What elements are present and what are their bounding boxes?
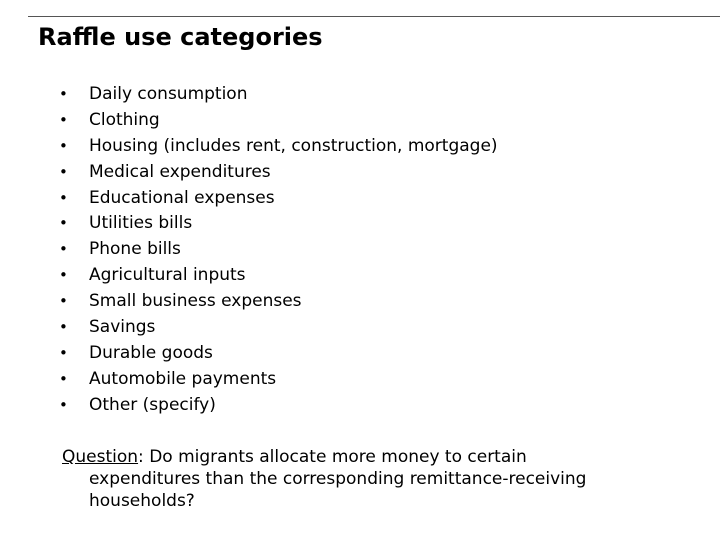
list-item — [56, 186, 498, 212]
bullet-icon: • — [59, 369, 68, 388]
bullet-icon: • — [59, 214, 68, 233]
list-item — [56, 341, 498, 367]
category-label: Savings — [89, 317, 156, 338]
category-label: Agricultural inputs — [89, 265, 246, 286]
list-item — [56, 263, 498, 289]
question-text-line1: Do migrants allocate more money to certain — [149, 447, 527, 467]
list-item — [56, 108, 498, 134]
question-text-line3: households? — [89, 491, 195, 511]
category-label: Phone bills — [89, 239, 181, 260]
category-label: Daily consumption — [89, 84, 248, 104]
research-question — [62, 446, 682, 512]
bullet-icon: • — [59, 318, 68, 337]
bullet-icon: • — [59, 162, 68, 181]
list-item — [56, 134, 498, 160]
question-text-line2: expenditures than the corresponding remittance-receiving — [89, 469, 587, 489]
list-item — [56, 237, 498, 263]
bullet-icon: • — [59, 266, 68, 285]
bullet-icon: • — [59, 188, 68, 207]
list-item — [56, 82, 498, 108]
category-label: Clothing — [89, 109, 160, 130]
category-label: Educational expenses — [89, 187, 275, 208]
bullet-icon: • — [59, 85, 68, 103]
bullet-icon: • — [59, 136, 68, 155]
slide-title: Raffle use categories — [38, 23, 323, 51]
bullet-icon: • — [59, 240, 68, 259]
list-item — [56, 393, 498, 419]
list-item — [56, 315, 498, 341]
list-item — [56, 289, 498, 315]
category-label: Utilities bills — [89, 213, 193, 234]
category-label: Housing (includes rent, construction, mortgage) — [89, 135, 498, 156]
bullet-icon: • — [59, 110, 68, 129]
question-label: Question — [62, 447, 139, 467]
category-label: Small business expenses — [89, 291, 302, 312]
category-label: Medical expenditures — [89, 161, 271, 182]
category-label: Durable goods — [89, 342, 213, 363]
top-divider — [28, 16, 720, 17]
category-list — [56, 82, 498, 419]
list-item — [56, 367, 498, 393]
category-label: Automobile payments — [89, 368, 277, 389]
list-item — [56, 160, 498, 186]
list-item — [56, 211, 498, 237]
question-separator: : — [138, 447, 150, 467]
bullet-icon: • — [59, 343, 68, 362]
bullet-icon: • — [59, 395, 68, 414]
bullet-icon: • — [59, 292, 68, 311]
category-label: Other (specify) — [89, 394, 216, 415]
